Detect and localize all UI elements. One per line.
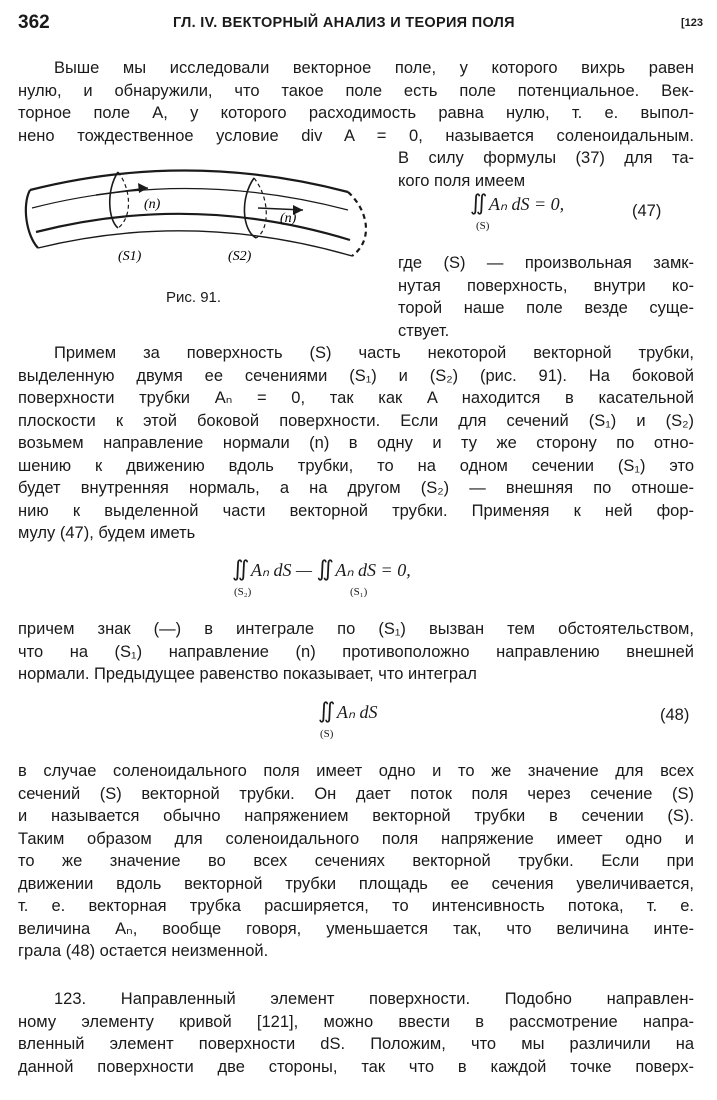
text-line: данной поверхности две стороны, так что в каждой точке поверх-: [18, 1057, 694, 1076]
text-line: торное поле A, у которого расходимость равна нулю, т. е. выпол-: [18, 104, 694, 122]
text-line: торой наше поле везде суще-: [398, 299, 694, 317]
figure-caption: Рис. 91.: [166, 289, 222, 306]
equation-number-48: (48): [660, 706, 690, 724]
text-line: нию к выделенной части векторной трубки. Применяя к ней фор-: [18, 501, 694, 520]
double-integral-sign: ∬: [318, 698, 333, 723]
text-line: движении вдоль векторной трубки площадь ее сечения увеличивается,: [18, 874, 694, 893]
section-tag: [123: [680, 17, 703, 29]
double-integral-sign: ∬: [232, 556, 247, 581]
normal-label-2: (n): [280, 211, 297, 226]
text-line: плоскости к этой боковой поверхности. Если для сечений (S₁) и (S₂): [18, 411, 694, 430]
figure-vector-tube: [18, 150, 388, 340]
paragraph-intro: [18, 57, 694, 147]
text-line: сечений (S) векторной трубки. Он дает поток поля через сечение (S): [18, 784, 694, 803]
text-line: нулю, и обнаружили, что такое поле есть поле потенциальное. Век-: [18, 81, 694, 100]
paragraph-tube: [18, 342, 694, 545]
text-line: будет внутренняя нормаль, а на другом (S₂) — внешняя по отноше-: [18, 479, 694, 497]
running-title: ГЛ. IV. ВЕКТОРНЫЙ АНАЛИЗ И ТЕОРИЯ ПОЛЯ: [173, 15, 515, 31]
text-line: мулу (47), будем иметь: [18, 524, 196, 542]
text-line: Выше мы исследовали векторное поле, у которого вихрь равен: [54, 59, 694, 77]
text-line: 123. Направленный элемент поверхности. Подобно направлен-: [54, 990, 694, 1008]
eq47-integrand: Aₙ dS = 0,: [488, 194, 565, 214]
eq-domain-2: (S₁): [350, 586, 368, 598]
equation-difference: [232, 556, 411, 598]
text-line: т. е. векторная трубка расширяется, то интенсивность потока, т. е.: [18, 897, 694, 915]
eq48-integrand: Aₙ dS: [336, 702, 378, 722]
page-number: 362: [18, 12, 50, 33]
text-line: вленный элемент поверхности dS. Положим, что мы различили на: [18, 1035, 694, 1053]
eq-domain-1: (S₂): [234, 586, 252, 598]
double-integral-sign: ∬: [470, 190, 485, 215]
normal-label-1: (n): [144, 197, 161, 212]
text-line: Таким образом для соленоидального поля напряжение имеет одно и: [18, 829, 694, 848]
text-line: В силу формулы (37) для та-: [398, 149, 694, 167]
text-line: возьмем направление нормали (n) в одну и ту же сторону по отно-: [18, 434, 694, 452]
equation-number-47: (47): [632, 202, 662, 220]
text-line: то же значение во всех сечениях векторной трубки. Если при: [18, 852, 694, 870]
side-text-bottom: [398, 252, 694, 342]
eq-term-2: Aₙ dS = 0,: [335, 560, 411, 580]
vector-tube-drawing: [18, 150, 388, 340]
paragraph-section-123: [18, 988, 694, 1078]
text-line: поверхности трубки Aₙ = 0, так как A находится в касательной: [18, 389, 694, 407]
equation-48: [318, 698, 378, 740]
eq47-domain: (S): [476, 220, 490, 232]
double-integral-sign: ∬: [316, 556, 331, 581]
paragraph-sign: [18, 618, 694, 686]
paragraph-tension: [18, 760, 694, 963]
text-line: Примем за поверхность (S) часть некоторой векторной трубки,: [54, 344, 694, 362]
section-label-s2: (S2): [228, 249, 252, 264]
text-line: в случае соленоидального поля имеет одно и то же значение для всех: [18, 762, 694, 780]
page-header: [18, 12, 703, 36]
text-line: нутая поверхность, внутри ко-: [398, 276, 694, 295]
text-line: что на (S₁) направление (n) противоположно направлению внешней: [18, 642, 694, 661]
text-line: где (S) — произвольная замк-: [398, 254, 694, 272]
eq48-domain: (S): [320, 728, 334, 740]
equation-47: [470, 190, 565, 232]
text-line: кого поля имеем: [398, 171, 526, 190]
text-line: причем знак (—) в интеграле по (S₁) вызван тем обстоятельством,: [18, 620, 694, 638]
text-line: грала (48) остается неизменной.: [18, 942, 269, 960]
eq-term-1: Aₙ dS —: [250, 560, 313, 580]
side-text-top: [398, 147, 694, 192]
text-line: шению к движению вдоль трубки, то на одном сечении (S₁) это: [18, 456, 694, 475]
text-line: ному элементу кривой [121], можно ввести в рассмотрение напра-: [18, 1012, 694, 1031]
text-line: выделенную двумя ее сечениями (S₁) и (S₂) (рис. 91). На боковой: [18, 366, 694, 385]
text-line: нено тождественное условие div A = 0, называется соленоидальным.: [18, 126, 694, 145]
text-line: ствует.: [398, 321, 450, 340]
section-label-s1: (S1): [118, 249, 142, 264]
text-line: и называется обычно напряжением векторной трубки в сечении (S).: [18, 807, 694, 825]
text-line: нормали. Предыдущее равенство показывает, что интеграл: [18, 665, 477, 683]
text-line: величина Aₙ, вообще говоря, уменьшается так, что величина инте-: [18, 919, 694, 938]
